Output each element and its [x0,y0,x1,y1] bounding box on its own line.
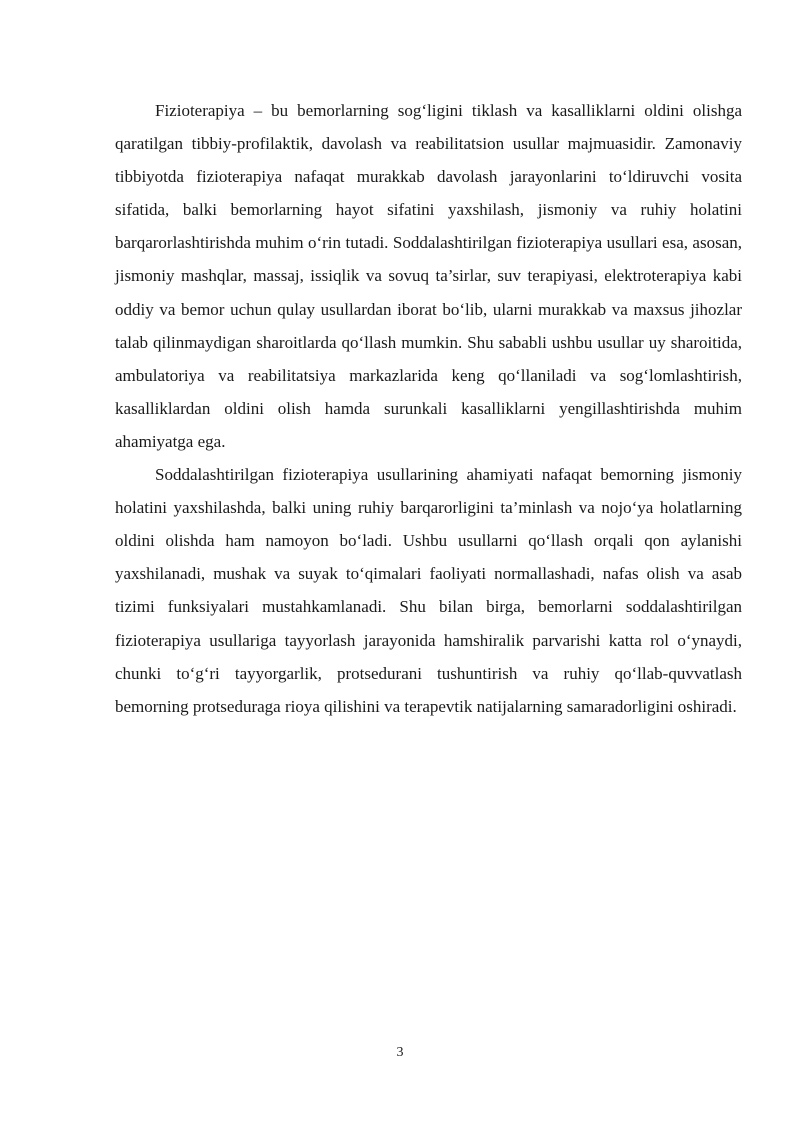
body-text [115,94,742,723]
page-number: 3 [396,1045,404,1060]
paragraph-1: Fizioterapiya – bu bemorlarning sog‘ligini tiklash va kasalliklarni oldini olishga qaratilgan tibbiy-profilaktik, davolash va reabilitatsion usullar majmuasidir. Zamonaviy tibbiyotda fizioterapiya nafaqat murakkab davolash jarayonlarini to‘ldiruvchi vosita sifatida, balki bemorlarning hayot sifatini yaxshilash, jismoniy va ruhiy holatini barqarorlashtirishda muhim o‘rin tutadi. Soddalashtirilgan fizioterapiya usullari esa, asosan, jismoniy mashqlar, massaj, issiqlik va sovuq ta’sirlar, suv terapiyasi, elektroterapiya kabi oddiy va bemor uchun qulay usullardan iborat bo‘lib, ularni murakkab va maxsus jihozlar talab qilinmaydigan sharoitlarda qo‘llash mumkin. Shu sababli ushbu usullar uy sharoitida, ambulatoriya va reabilitatsiya markazlarida keng qo‘llaniladi va sog‘lomlashtirish, kasalliklardan oldini olish hamda surunkali kasalliklarni yengillashtirishda muhim ahamiyatga ega. [115,101,742,451]
paragraph-2: Soddalashtirilgan fizioterapiya usullarining ahamiyati nafaqat bemorning jismoniy holatini yaxshilashda, balki uning ruhiy barqarorligini ta’minlash va nojo‘ya holatlarning oldini olishda ham namoyon bo‘ladi. Ushbu usullarni qo‘llash orqali qon aylanishi yaxshilanadi, mushak va suyak to‘qimalari faoliyati normallashadi, nafas olish va asab tizimi funksiyalari mustahkamlanadi. Shu bilan birga, bemorlarni soddalashtirilgan fizioterapiya usullariga tayyorlash jarayonida hamshiralik parvarishi katta rol o‘ynaydi, chunki to‘g‘ri tayyorgarlik, protsedurani tushuntirish va ruhiy qo‘llab-quvvatlash bemorning protseduraga rioya qilishini va terapevtik natijalarning samaradorligini oshiradi. [115,465,742,716]
